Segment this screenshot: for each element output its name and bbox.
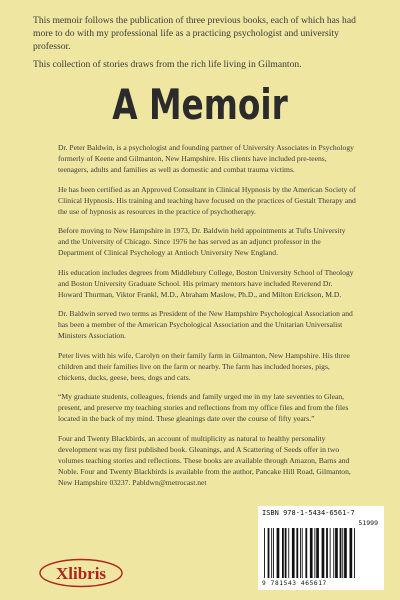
books-paragraph: Four and Twenty Blackbirds, an account of multiplicity as natural to healthy personality development was my first published book. Gleanings, and A Scattering of Seeds offer in two volumes teaching stories and reflections. These books are available through Amazon, Barns and Noble. Four and Twenty Blackbirds is available from the author, Pancake Hill Road, Gilmanton, New Hampshire 03237. Pabldwn@metrocast.net: [58, 433, 351, 487]
barcode-bar: [333, 528, 334, 578]
barcode-bar: [350, 528, 353, 578]
barcode-bars: [262, 528, 380, 578]
intro-paragraph-2: This collection of stories draws from the rich life living in Gilmanton.: [33, 59, 302, 70]
barcode-bar: [277, 528, 280, 578]
xlibris-logo: [38, 558, 124, 588]
barcode-bar: [296, 528, 298, 578]
barcode-bar: [292, 528, 295, 578]
barcode-bar: [302, 528, 303, 578]
barcode-bar: [326, 528, 328, 578]
barcode-bar: [335, 528, 338, 578]
barcode-number: 9 781543 465617: [262, 580, 327, 587]
barcode-bar: [330, 528, 331, 578]
barcode-bar: [354, 528, 355, 578]
barcode-bar: [322, 528, 325, 578]
bio-paragraph-2: He has been certified as an Approved Consultant in Clinical Hypnosis by the American Society of Clinical Hypnosis. His training and teaching have focused on the practices of Gestalt Therapy and the use of hypnosis as resources in the practice of psychotherapy.: [58, 184, 356, 216]
isbn-label: ISBN 978-1-5434-6561-7: [262, 509, 355, 517]
barcode-bar: [340, 528, 342, 578]
bio-paragraph-3: Before moving to New Hampshire in 1973, Dr. Baldwin held appointments at Tufts University and the University of Chicago. Since 1976 he has served as an adjunct professor in the Department of Clinical Psychology at Antioch University New England.: [58, 226, 346, 257]
barcode-bar: [310, 528, 313, 578]
barcode-bar: [268, 528, 270, 578]
bio-paragraph-1: Dr. Peter Baldwin, is a psychologist and founding partner of University Associates in Psychology formerly of Keene and Gilmanton, New Hampshire. His clients have included pre-teens, teenagers, adults and families as well as domestic and combat trauma victims.: [58, 143, 354, 174]
barcode-bar: [344, 528, 347, 578]
barcode-bar: [285, 528, 287, 578]
barcode-bar: [264, 528, 265, 578]
bio-paragraph-4: His education includes degrees from Middlebury College, Boston University School of Theology and Boston University Graduate School. His primary mentors have included Reverend Dr. Howard Thurman, Viktor Frankl, M.D., Abraham Maslow, Ph.D., and Milton Erickson, M.D.: [58, 267, 354, 299]
intro-paragraph-1: This memoir follows the publication of three previous books, each of which has had more to do with my professional life as a practicing psychologist and university professor.: [33, 15, 356, 53]
barcode-bar: [342, 528, 343, 578]
bio-paragraph-5: Dr. Baldwin served two terms as President of the New Hampshire Psychological Association and has been a member of the American Psychological Association and the Unitarian Universalist Ministers Association.: [58, 309, 353, 340]
barcode-bar: [316, 528, 319, 578]
xlibris-logo-text: Xlibris: [55, 564, 107, 583]
barcode-bar: [288, 528, 289, 578]
barcode-bar: [273, 528, 274, 578]
barcode-bar: [305, 528, 307, 578]
price-code: 51999: [358, 519, 378, 527]
quote-paragraph: “My graduate students, colleagues, friends and family urged me in my late seventies to Glean, present, and preserve my teaching stories and reflections from my office files and from the files located in the back of my mind. These gleanings date over the course of fifty years.”: [58, 392, 349, 423]
memoir-title: A Memoir: [112, 80, 288, 129]
bio-paragraph-6: Peter lives with his wife, Carolyn on their family farm in Gilmanton, New Hampshire. His three children and their families live on the farm or nearby. The farm has included horses, pigs, chickens, ducks, geese, bees, dogs and cats.: [58, 350, 350, 382]
barcode-bar: [314, 528, 315, 578]
barcode-bar: [271, 528, 272, 578]
barcode-bar: [300, 528, 301, 578]
author-bio: [58, 142, 358, 496]
barcode-bar: [282, 528, 284, 578]
barcode-panel: [258, 506, 384, 590]
